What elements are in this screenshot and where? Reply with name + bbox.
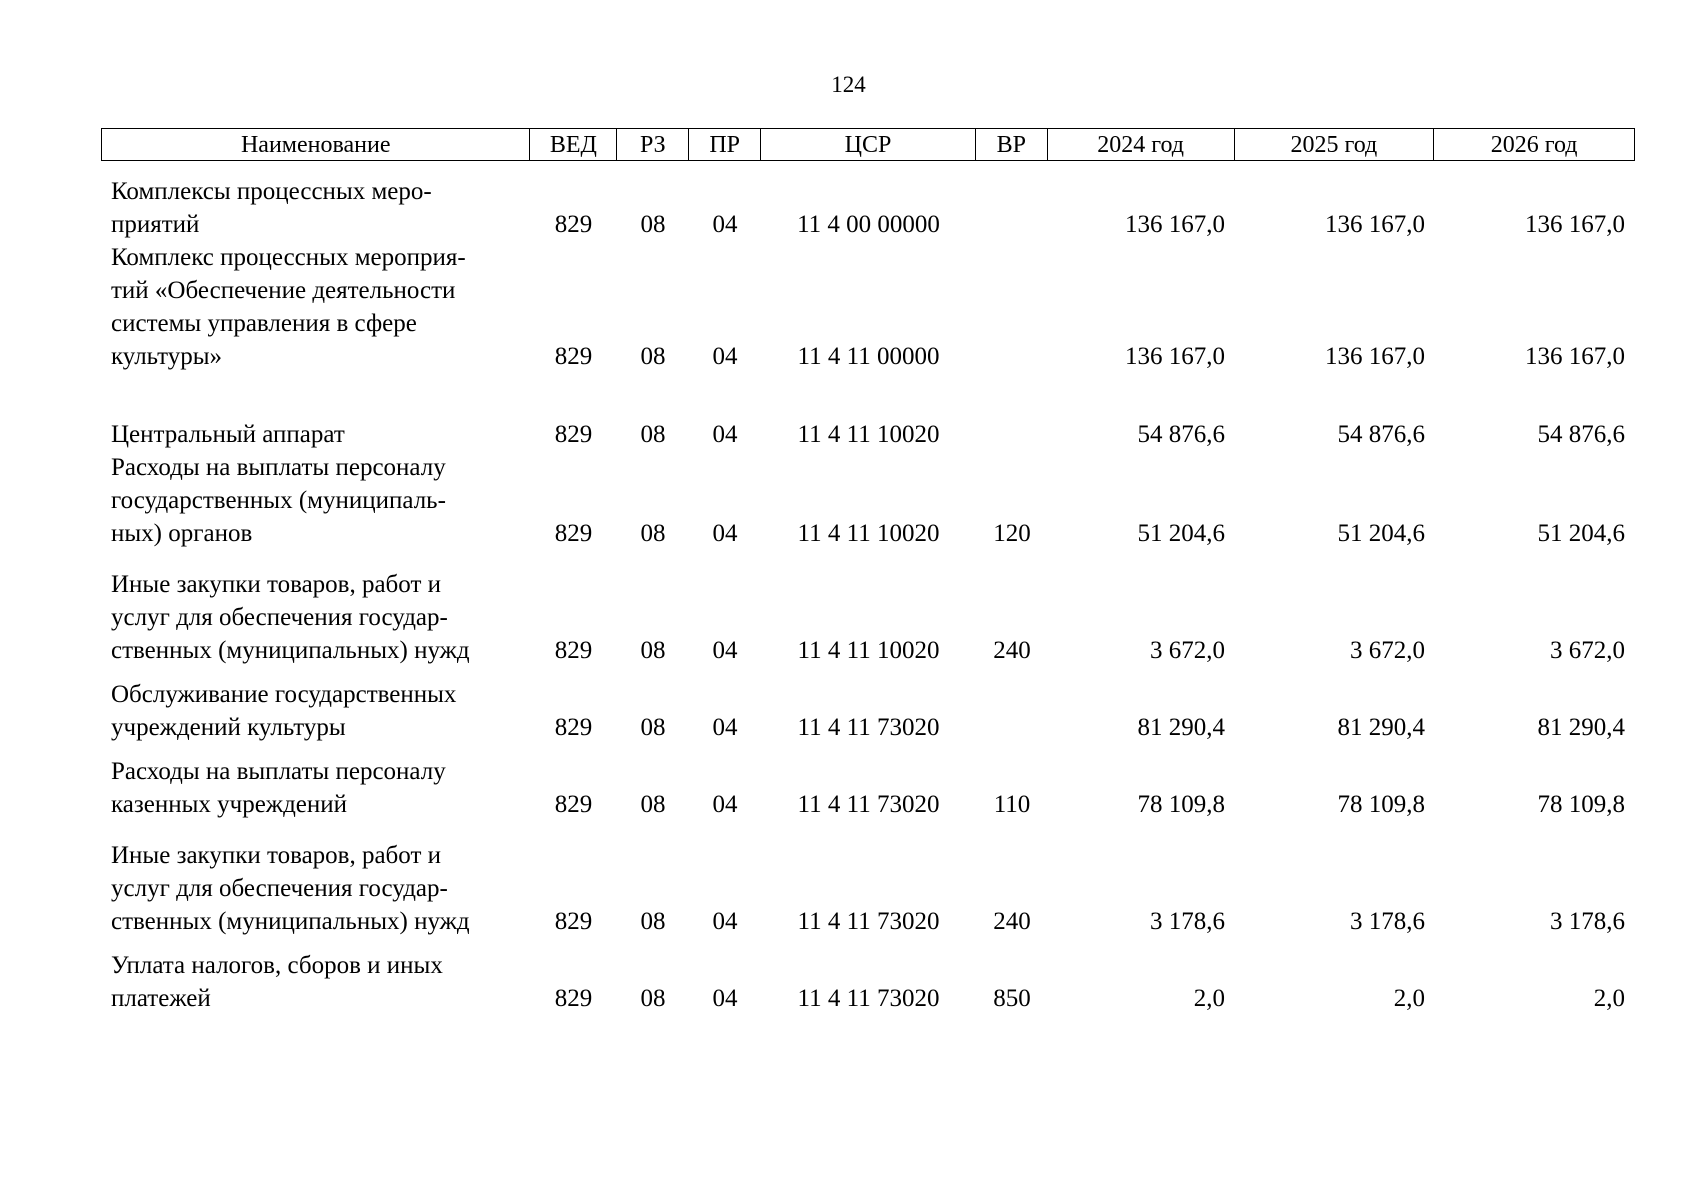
row-pr: 04 (712, 637, 738, 664)
header-name: Наименование (102, 129, 530, 160)
row-name-line: ных) органов (111, 520, 253, 547)
row-pr: 04 (712, 791, 738, 818)
row-2025: 2,0 (1393, 985, 1425, 1012)
header-2025: 2025 год (1235, 129, 1435, 160)
row-csr: 11 4 11 73020 (797, 791, 940, 818)
row-2026: 136 167,0 (1525, 211, 1625, 238)
table-row (101, 418, 1635, 451)
row-rz: 08 (640, 637, 666, 664)
row-2024: 78 109,8 (1137, 791, 1225, 818)
row-ved: 829 (554, 791, 593, 818)
row-2025: 81 290,4 (1337, 714, 1425, 741)
row-name-line: системы управления в сфере (111, 310, 417, 337)
row-name-line: казенных учреждений (111, 791, 348, 818)
row-2024: 51 204,6 (1137, 520, 1225, 547)
row-ved: 829 (554, 985, 593, 1012)
row-2024: 81 290,4 (1137, 714, 1225, 741)
row-name-line: тий «Обеспечение деятельности (111, 277, 456, 304)
table-header (101, 128, 1635, 161)
row-pr: 04 (712, 421, 738, 448)
row-name (101, 241, 530, 373)
row-2026: 81 290,4 (1537, 714, 1625, 741)
row-2026: 136 167,0 (1525, 343, 1625, 370)
row-name-line: приятий (111, 211, 200, 238)
row-pr: 04 (712, 908, 738, 935)
row-rz: 08 (640, 908, 666, 935)
row-2025: 136 167,0 (1325, 211, 1425, 238)
header-ved: ВЕД (530, 129, 617, 160)
row-name (101, 839, 530, 938)
row-2024: 2,0 (1193, 985, 1225, 1012)
row-rz: 08 (640, 211, 666, 238)
row-csr: 11 4 00 00000 (797, 211, 940, 238)
row-2026: 2,0 (1593, 985, 1625, 1012)
row-2024: 136 167,0 (1125, 343, 1225, 370)
table-row (101, 839, 1635, 938)
row-rz: 08 (640, 791, 666, 818)
row-vr: 110 (993, 791, 1031, 818)
row-name-line: Комплексы процессных меро- (111, 178, 432, 205)
row-name-line: платежей (111, 985, 211, 1012)
table-row (101, 451, 1635, 550)
row-2026: 3 178,6 (1550, 908, 1625, 935)
row-2026: 78 109,8 (1537, 791, 1625, 818)
row-name (101, 678, 530, 744)
row-csr: 11 4 11 73020 (797, 985, 940, 1012)
row-name-line: Комплекс процессных мероприя- (111, 244, 466, 271)
row-vr: 120 (993, 520, 1031, 547)
row-name-line: государственных (муниципаль- (111, 487, 446, 514)
row-ved: 829 (554, 908, 593, 935)
table-body (101, 175, 1635, 1015)
row-name-line: ственных (муниципальных) нужд (111, 908, 470, 935)
row-rz: 08 (640, 421, 666, 448)
row-ved: 829 (554, 343, 593, 370)
row-2026: 54 876,6 (1537, 421, 1625, 448)
row-2025: 51 204,6 (1337, 520, 1425, 547)
row-name-line: Уплата налогов, сборов и иных (111, 952, 443, 979)
row-pr: 04 (712, 343, 738, 370)
row-csr: 11 4 11 73020 (797, 908, 940, 935)
row-2024: 3 178,6 (1150, 908, 1225, 935)
row-name-line: Иные закупки товаров, работ и (111, 571, 442, 598)
row-vr: 850 (993, 985, 1031, 1012)
row-2024: 136 167,0 (1125, 211, 1225, 238)
row-name (101, 451, 530, 550)
row-2025: 78 109,8 (1337, 791, 1425, 818)
row-name-line: Расходы на выплаты персоналу (111, 758, 446, 785)
page-number: 124 (831, 72, 866, 97)
row-csr: 11 4 11 00000 (797, 343, 940, 370)
row-ved: 829 (554, 714, 593, 741)
row-csr: 11 4 11 73020 (797, 714, 940, 741)
table-row (101, 949, 1635, 1015)
row-vr: 240 (993, 637, 1031, 664)
row-csr: 11 4 11 10020 (797, 520, 940, 547)
header-vr: ВР (976, 129, 1048, 160)
row-2026: 3 672,0 (1550, 637, 1625, 664)
row-name-line: Обслуживание государственных (111, 681, 457, 708)
row-name-line: услуг для обеспечения государ- (111, 875, 448, 902)
row-csr: 11 4 11 10020 (797, 421, 940, 448)
row-rz: 08 (640, 985, 666, 1012)
row-name-line: Иные закупки товаров, работ и (111, 842, 442, 869)
row-ved: 829 (554, 520, 593, 547)
row-pr: 04 (712, 985, 738, 1012)
row-2024: 3 672,0 (1150, 637, 1225, 664)
row-name-line: Расходы на выплаты персоналу (111, 454, 446, 481)
row-2024: 54 876,6 (1137, 421, 1225, 448)
table-row (101, 678, 1635, 744)
row-2025: 3 178,6 (1350, 908, 1425, 935)
row-name (101, 949, 530, 1015)
row-name-line: учреждений культуры (111, 714, 346, 741)
row-name (101, 755, 530, 821)
row-pr: 04 (712, 211, 738, 238)
row-name (101, 568, 530, 667)
row-ved: 829 (554, 637, 593, 664)
table-row (101, 568, 1635, 667)
row-name (101, 418, 530, 451)
row-pr: 04 (712, 520, 738, 547)
header-pr: ПР (689, 129, 761, 160)
row-2025: 3 672,0 (1350, 637, 1425, 664)
row-vr: 240 (993, 908, 1031, 935)
row-2025: 54 876,6 (1337, 421, 1425, 448)
row-name-line: культуры» (111, 343, 223, 370)
table-row (101, 241, 1635, 373)
row-name-line: ственных (муниципальных) нужд (111, 637, 470, 664)
row-pr: 04 (712, 714, 738, 741)
row-rz: 08 (640, 520, 666, 547)
row-name-line: Центральный аппарат (111, 421, 345, 448)
row-name-line: услуг для обеспечения государ- (111, 604, 448, 631)
header-2024: 2024 год (1048, 129, 1235, 160)
row-rz: 08 (640, 343, 666, 370)
row-2025: 136 167,0 (1325, 343, 1425, 370)
row-2026: 51 204,6 (1537, 520, 1625, 547)
row-ved: 829 (554, 421, 593, 448)
table-row (101, 755, 1635, 821)
row-csr: 11 4 11 10020 (797, 637, 940, 664)
row-name (101, 175, 530, 241)
header-2026: 2026 год (1490, 132, 1578, 158)
row-rz: 08 (640, 714, 666, 741)
header-csr: ЦСР (761, 129, 976, 160)
header-rz: РЗ (617, 129, 689, 160)
table-row (101, 175, 1635, 241)
row-ved: 829 (554, 211, 593, 238)
